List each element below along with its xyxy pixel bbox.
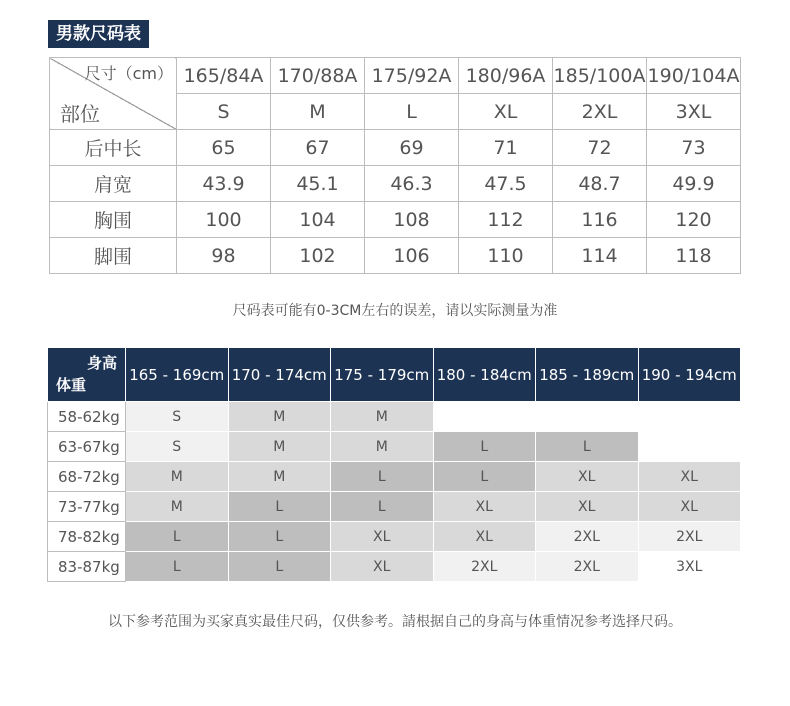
measurement-cell: 118 bbox=[647, 238, 741, 274]
recommended-size-cell: XL bbox=[536, 462, 639, 492]
row-label: 后中长 bbox=[50, 130, 177, 166]
height-header-row bbox=[48, 348, 741, 402]
table-row bbox=[50, 130, 741, 166]
recommended-size-cell: M bbox=[331, 402, 434, 432]
height-range-header: 185 - 189cm bbox=[536, 348, 639, 402]
recommended-size-cell: M bbox=[126, 462, 229, 492]
height-range-header: 175 - 179cm bbox=[331, 348, 434, 402]
table-row bbox=[48, 492, 741, 522]
measurement-cell: 72 bbox=[553, 130, 647, 166]
recommended-size-cell: L bbox=[536, 432, 639, 462]
measurement-cell: 65 bbox=[177, 130, 271, 166]
size-letter-cell: 3XL bbox=[647, 94, 741, 130]
corner-label-weight: 体重 bbox=[56, 376, 87, 394]
recommended-size-cell: XL bbox=[433, 492, 536, 522]
measurement-cell: 71 bbox=[459, 130, 553, 166]
recommended-size-cell: L bbox=[228, 492, 331, 522]
recommended-size-cell: M bbox=[126, 492, 229, 522]
recommendation-note: 以下参考范围为买家真实最佳尺码，仅供参考。請根据自己的身高与体重情况参考选择尺码。 bbox=[108, 614, 682, 630]
measurement-cell: 110 bbox=[459, 238, 553, 274]
size-code-header-row bbox=[50, 58, 741, 94]
recommended-size-cell: XL bbox=[331, 522, 434, 552]
size-code-cell: 170/88A bbox=[271, 58, 365, 94]
measurement-cell: 114 bbox=[553, 238, 647, 274]
measurement-cell: 106 bbox=[365, 238, 459, 274]
recommended-size-cell bbox=[638, 432, 741, 462]
table-row bbox=[48, 522, 741, 552]
recommended-size-cell: M bbox=[228, 462, 331, 492]
size-letter-cell: L bbox=[365, 94, 459, 130]
size-code-cell: 185/100A bbox=[553, 58, 647, 94]
row-label: 肩宽 bbox=[50, 166, 177, 202]
measurement-cell: 98 bbox=[177, 238, 271, 274]
recommended-size-cell: 2XL bbox=[536, 522, 639, 552]
size-letter-cell: M bbox=[271, 94, 365, 130]
table-row bbox=[50, 166, 741, 202]
height-range-header: 190 - 194cm bbox=[638, 348, 741, 402]
recommended-size-cell: L bbox=[228, 552, 331, 582]
measurement-cell: 100 bbox=[177, 202, 271, 238]
weight-range-label: 68-72kg bbox=[48, 462, 126, 492]
measurement-cell: 67 bbox=[271, 130, 365, 166]
corner-label-height: 身高 bbox=[86, 354, 117, 372]
size-code-cell: 180/96A bbox=[459, 58, 553, 94]
weight-range-label: 83-87kg bbox=[48, 552, 126, 582]
table-row bbox=[50, 202, 741, 238]
measurement-cell: 73 bbox=[647, 130, 741, 166]
recommended-size-cell: 3XL bbox=[638, 552, 741, 582]
row-label: 脚围 bbox=[50, 238, 177, 274]
recommended-size-cell: L bbox=[433, 462, 536, 492]
recommended-size-cell: L bbox=[433, 432, 536, 462]
header-corner-cell bbox=[48, 348, 126, 402]
measurement-cell: 46.3 bbox=[365, 166, 459, 202]
measurement-note: 尺码表可能有0-3CM左右的误差，请以实际测量为准 bbox=[232, 303, 558, 319]
size-letter-cell: S bbox=[177, 94, 271, 130]
height-range-header: 165 - 169cm bbox=[126, 348, 229, 402]
corner-label-size: 尺寸（cm） bbox=[84, 64, 173, 83]
size-code-cell: 165/84A bbox=[177, 58, 271, 94]
size-letter-cell: XL bbox=[459, 94, 553, 130]
measurement-cell: 45.1 bbox=[271, 166, 365, 202]
page-title: 男款尺码表 bbox=[48, 20, 149, 48]
table-row bbox=[48, 552, 741, 582]
weight-range-label: 78-82kg bbox=[48, 522, 126, 552]
height-range-header: 170 - 174cm bbox=[228, 348, 331, 402]
recommended-size-cell: XL bbox=[638, 492, 741, 522]
recommended-size-cell: L bbox=[228, 522, 331, 552]
size-code-cell: 175/92A bbox=[365, 58, 459, 94]
recommended-size-cell: M bbox=[331, 432, 434, 462]
measurement-cell: 47.5 bbox=[459, 166, 553, 202]
weight-range-label: 58-62kg bbox=[48, 402, 126, 432]
table-row bbox=[48, 402, 741, 432]
size-recommendation-table bbox=[47, 347, 741, 582]
recommended-size-cell: S bbox=[126, 402, 229, 432]
measurement-cell: 112 bbox=[459, 202, 553, 238]
recommended-size-cell: S bbox=[126, 432, 229, 462]
height-range-header: 180 - 184cm bbox=[433, 348, 536, 402]
weight-range-label: 73-77kg bbox=[48, 492, 126, 522]
recommended-size-cell: L bbox=[126, 522, 229, 552]
corner-label-part: 部位 bbox=[60, 102, 100, 126]
measurement-cell: 49.9 bbox=[647, 166, 741, 202]
recommended-size-cell: 2XL bbox=[536, 552, 639, 582]
recommended-size-cell bbox=[433, 402, 536, 432]
recommended-size-cell: M bbox=[228, 432, 331, 462]
measurement-cell: 104 bbox=[271, 202, 365, 238]
recommended-size-cell: L bbox=[331, 462, 434, 492]
measurement-cell: 43.9 bbox=[177, 166, 271, 202]
recommended-size-cell: XL bbox=[331, 552, 434, 582]
recommended-size-cell: 2XL bbox=[433, 552, 536, 582]
recommended-size-cell: XL bbox=[433, 522, 536, 552]
measurement-cell: 48.7 bbox=[553, 166, 647, 202]
recommended-size-cell bbox=[638, 402, 741, 432]
recommended-size-cell: L bbox=[331, 492, 434, 522]
measurement-cell: 116 bbox=[553, 202, 647, 238]
measurement-cell: 120 bbox=[647, 202, 741, 238]
recommended-size-cell: XL bbox=[638, 462, 741, 492]
size-letter-cell: 2XL bbox=[553, 94, 647, 130]
recommended-size-cell bbox=[536, 402, 639, 432]
measurement-cell: 108 bbox=[365, 202, 459, 238]
recommended-size-cell: M bbox=[228, 402, 331, 432]
header-corner-cell bbox=[50, 58, 177, 130]
size-code-cell: 190/104A bbox=[647, 58, 741, 94]
size-chart-table bbox=[49, 57, 741, 274]
recommended-size-cell: L bbox=[126, 552, 229, 582]
table-row bbox=[50, 238, 741, 274]
recommended-size-cell: XL bbox=[536, 492, 639, 522]
table-row bbox=[48, 432, 741, 462]
row-label: 胸围 bbox=[50, 202, 177, 238]
recommended-size-cell: 2XL bbox=[638, 522, 741, 552]
weight-range-label: 63-67kg bbox=[48, 432, 126, 462]
measurement-cell: 69 bbox=[365, 130, 459, 166]
table-row bbox=[48, 462, 741, 492]
measurement-cell: 102 bbox=[271, 238, 365, 274]
